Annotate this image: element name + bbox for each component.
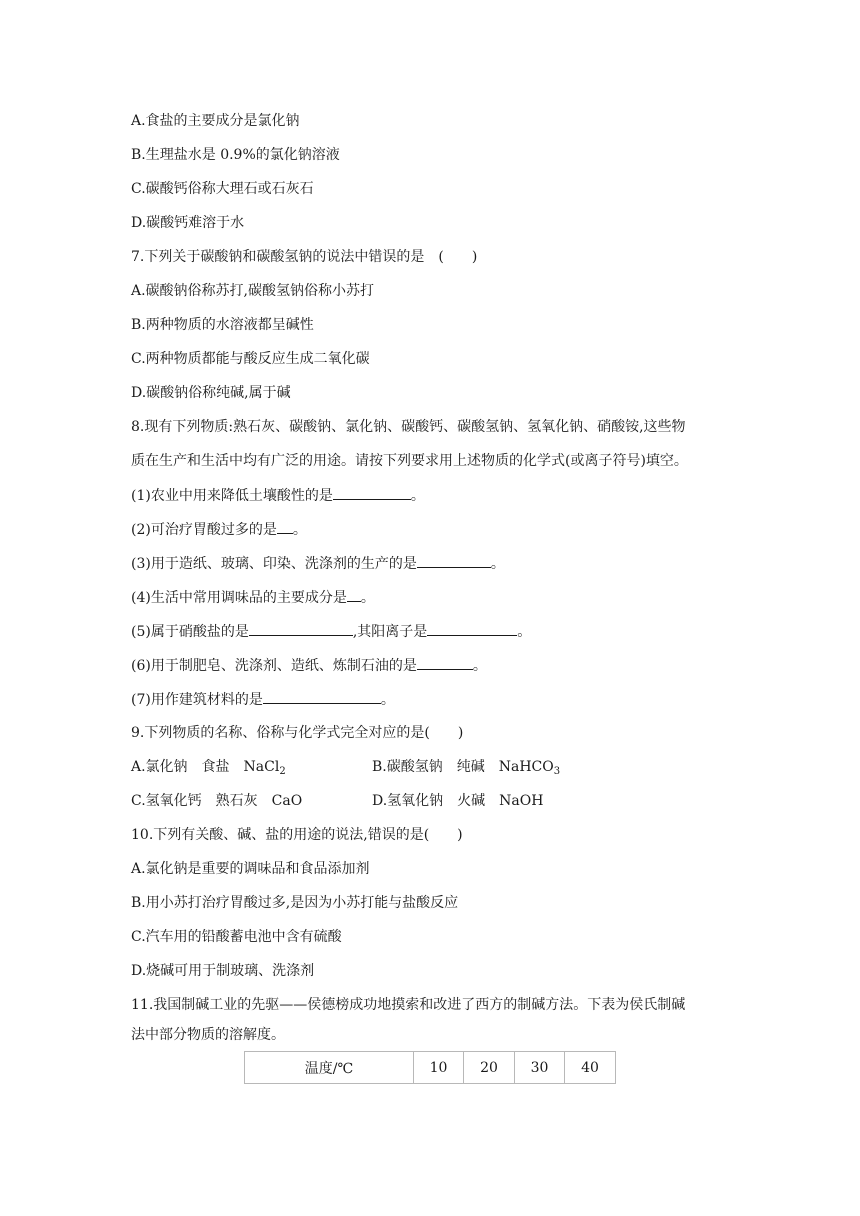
table-cell: 10: [414, 1052, 464, 1084]
answer-blank[interactable]: [263, 689, 381, 704]
answer-blank[interactable]: [417, 553, 491, 568]
table-cell: 20: [464, 1052, 515, 1084]
q8-stem-line2: 质在生产和生活中均有广泛的用途。请按下列要求用上述物质的化学式(或离子符号)填空。: [131, 453, 688, 469]
q8-part5-text: (5)属于硝酸盐的是: [131, 624, 249, 640]
q6-option-d: D.碳酸钙难溶于水: [131, 215, 245, 231]
period: 。: [292, 522, 307, 538]
q8-part5-cation-text: ,其阳离子是: [352, 624, 428, 640]
q8-part3: [131, 553, 505, 574]
q7-option-c: C.两种物质都能与酸反应生成二氧化碳: [131, 351, 370, 367]
table-cell: 30: [515, 1052, 565, 1084]
period: 。: [360, 590, 375, 606]
answer-blank[interactable]: [427, 621, 517, 636]
q9-option-a-text: A.氯化钠 食盐 NaCl: [131, 759, 280, 775]
q8-part4-text: (4)生活中常用调味品的主要成分是: [131, 590, 347, 606]
period: 。: [472, 658, 487, 674]
q8-part4: [131, 587, 375, 608]
solubility-table: [244, 1051, 616, 1084]
q8-part1: [131, 485, 425, 506]
q8-part5: [131, 621, 531, 642]
q7-option-a: A.碳酸钠俗称苏打,碳酸氢钠俗称小苏打: [131, 283, 375, 299]
q7-option-b: B.两种物质的水溶液都呈碱性: [131, 317, 314, 333]
answer-blank[interactable]: [347, 587, 361, 602]
q8-part3-text: (3)用于造纸、玻璃、印染、洗涤剂的生产的是: [131, 556, 417, 572]
subscript: 2: [279, 766, 286, 777]
answer-blank[interactable]: [333, 485, 411, 500]
q10-option-d: D.烧碱可用于制玻璃、洗涤剂: [131, 963, 315, 979]
q9-option-c: C.氢氧化钙 熟石灰 CaO: [131, 793, 303, 809]
q9-option-d: D.氢氧化钠 火碱 NaOH: [372, 793, 544, 809]
period: 。: [380, 692, 395, 708]
table-header-cell: 温度/℃: [245, 1052, 414, 1084]
q7-stem: [131, 247, 477, 267]
answer-blank[interactable]: [417, 655, 473, 670]
q9-options-row2: [131, 791, 544, 811]
subscript: 3: [553, 766, 561, 777]
q9-options-row1: [131, 757, 561, 777]
q7-stem-text: 7.下列关于碳酸钠和碳酸氢钠的说法中错误的是: [131, 249, 425, 265]
q10-option-c: C.汽车用的铅酸蓄电池中含有硫酸: [131, 929, 342, 945]
q8-part6-text: (6)用于制肥皂、洗涤剂、造纸、炼制石油的是: [131, 658, 417, 674]
table-row: [245, 1052, 616, 1084]
q7-option-d: D.碳酸钠俗称纯碱,属于碱: [131, 385, 291, 401]
q6-option-b: B.生理盐水是 0.9%的氯化钠溶液: [131, 147, 340, 163]
q10-option-a: A.氯化钠是重要的调味品和食品添加剂: [131, 861, 370, 877]
q9-option-b: [372, 757, 560, 777]
q10-option-b: B.用小苏打治疗胃酸过多,是因为小苏打能与盐酸反应: [131, 895, 459, 911]
period: 。: [517, 624, 532, 640]
q10-stem: 10.下列有关酸、碱、盐的用途的说法,错误的是( ): [131, 827, 463, 843]
q8-part2-text: (2)可治疗胃酸过多的是: [131, 522, 277, 538]
q6-option-a: A.食盐的主要成分是氯化钠: [131, 113, 300, 129]
q6-option-c: C.碳酸钙俗称大理石或石灰石: [131, 181, 314, 197]
q8-stem-line1: 8.现有下列物质:熟石灰、碳酸钠、氯化钠、碳酸钙、碳酸氢钠、氢氧化钠、硝酸铵,这些物: [131, 419, 686, 435]
period: 。: [490, 556, 505, 572]
q9-option-a: [131, 759, 286, 775]
answer-blank[interactable]: [277, 519, 293, 534]
q9-stem: 9.下列物质的名称、俗称与化学式完全对应的是( ): [131, 725, 464, 741]
q11-stem-line1: 11.我国制碱工业的先驱——侯德榜成功地摸索和改进了西方的制碱方法。下表为侯氏制碱: [131, 997, 686, 1013]
table-cell: 40: [565, 1052, 616, 1084]
q8-part7: [131, 689, 395, 710]
q11-stem-line2: 法中部分物质的溶解度。: [131, 1027, 285, 1043]
q8-part7-text: (7)用作建筑材料的是: [131, 692, 263, 708]
q9-option-b-text: B.碳酸氢钠 纯碱 NaHCO: [372, 759, 554, 775]
q7-answer-paren: ( ): [438, 249, 478, 265]
answer-blank[interactable]: [249, 621, 353, 636]
q8-part2: [131, 519, 307, 540]
period: 。: [410, 488, 425, 504]
q8-part6: [131, 655, 487, 676]
q8-part1-text: (1)农业中用来降低土壤酸性的是: [131, 488, 333, 504]
